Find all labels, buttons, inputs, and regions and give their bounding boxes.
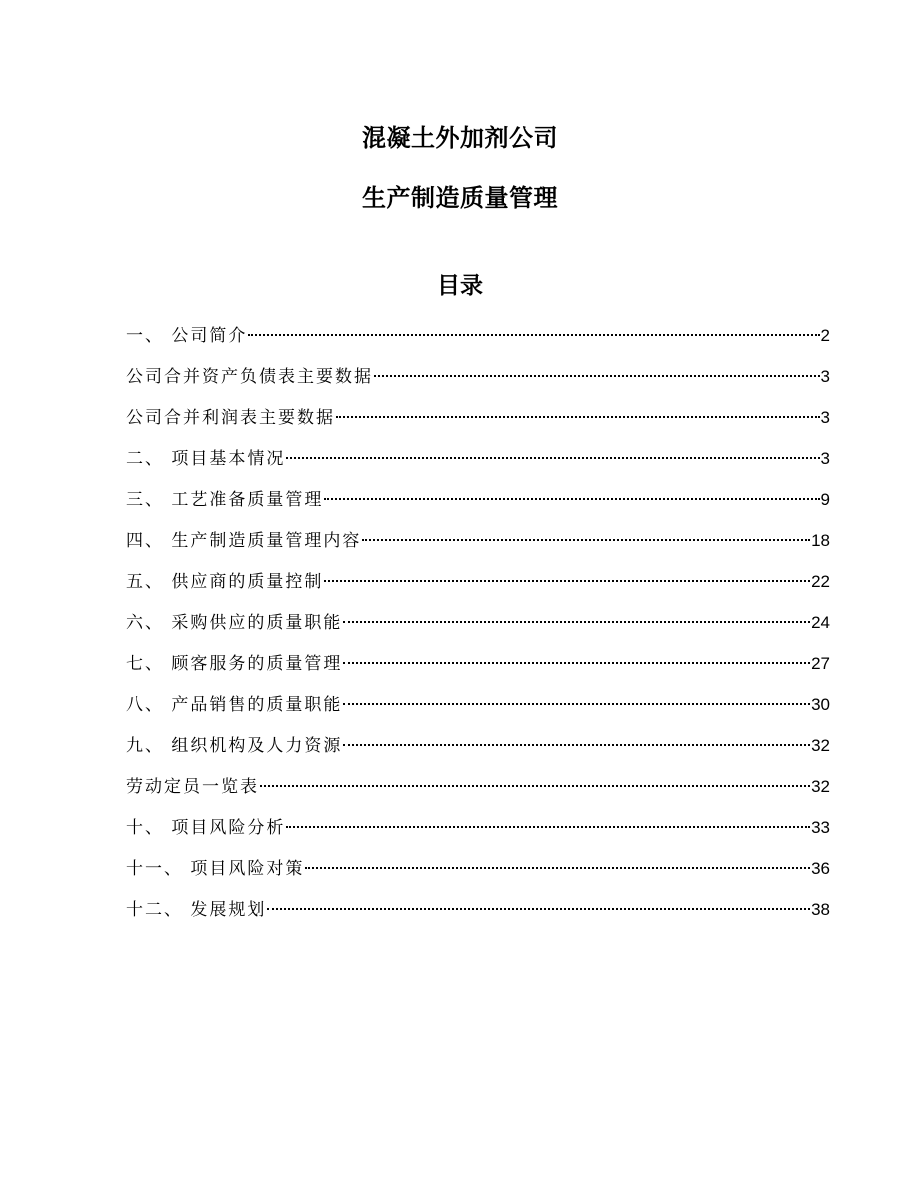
toc-entry-page: 36 xyxy=(811,859,830,878)
toc-entry-page: 38 xyxy=(811,900,830,919)
toc-entry[interactable] xyxy=(126,650,830,691)
toc-entry-label: 公司合并资产负债表主要数据 xyxy=(126,367,373,387)
table-of-contents xyxy=(126,322,830,937)
toc-entry-label: 八、 产品销售的质量职能 xyxy=(126,695,343,715)
toc-entry[interactable] xyxy=(126,445,830,486)
toc-entry-label: 一、 公司简介 xyxy=(126,326,248,346)
toc-entry[interactable] xyxy=(126,773,830,814)
toc-dot-leader xyxy=(343,744,810,746)
toc-entry-label: 十二、 发展规划 xyxy=(126,900,267,920)
toc-entry[interactable] xyxy=(126,363,830,404)
toc-dot-leader xyxy=(374,375,820,377)
toc-dot-leader xyxy=(286,826,810,828)
toc-entry-label: 二、 项目基本情况 xyxy=(126,449,286,469)
toc-entry-label: 七、 顾客服务的质量管理 xyxy=(126,654,343,674)
toc-dot-leader xyxy=(336,416,820,418)
toc-dot-leader xyxy=(324,498,819,500)
toc-entry[interactable] xyxy=(126,691,830,732)
toc-dot-leader xyxy=(343,662,810,664)
toc-dot-leader xyxy=(362,539,810,541)
toc-entry-page: 33 xyxy=(811,818,830,837)
toc-dot-leader xyxy=(286,457,819,459)
toc-heading: 目录 xyxy=(437,273,483,299)
document-title-line-2: 生产制造质量管理 xyxy=(362,184,558,212)
toc-dot-leader xyxy=(343,621,810,623)
toc-entry-page: 24 xyxy=(811,613,830,632)
toc-dot-leader xyxy=(260,785,810,787)
toc-entry-page: 22 xyxy=(811,572,830,591)
toc-entry-page: 3 xyxy=(820,449,830,468)
toc-entry-label: 公司合并利润表主要数据 xyxy=(126,408,335,428)
toc-entry[interactable] xyxy=(126,814,830,855)
toc-entry-label: 十一、 项目风险对策 xyxy=(126,859,305,879)
toc-dot-leader xyxy=(343,703,810,705)
toc-entry-label: 劳动定员一览表 xyxy=(126,777,259,797)
document-title-line-1: 混凝土外加剂公司 xyxy=(362,124,558,152)
toc-entry-label: 十、 项目风险分析 xyxy=(126,818,286,838)
toc-entry[interactable] xyxy=(126,896,830,937)
toc-entry[interactable] xyxy=(126,732,830,773)
toc-entry-page: 3 xyxy=(820,408,830,427)
toc-entry[interactable] xyxy=(126,322,830,363)
toc-entry[interactable] xyxy=(126,568,830,609)
toc-entry-page: 3 xyxy=(820,367,830,386)
toc-entry-page: 18 xyxy=(811,531,830,550)
toc-entry-label: 三、 工艺准备质量管理 xyxy=(126,490,324,510)
toc-entry-label: 六、 采购供应的质量职能 xyxy=(126,613,343,633)
toc-entry-label: 九、 组织机构及人力资源 xyxy=(126,736,343,756)
toc-dot-leader xyxy=(305,867,810,869)
toc-entry-page: 2 xyxy=(820,326,830,345)
toc-entry-label: 四、 生产制造质量管理内容 xyxy=(126,531,362,551)
toc-entry[interactable] xyxy=(126,404,830,445)
toc-entry[interactable] xyxy=(126,486,830,527)
toc-entry-page: 30 xyxy=(811,695,830,714)
toc-dot-leader xyxy=(267,908,810,910)
toc-entry[interactable] xyxy=(126,855,830,896)
toc-entry-page: 9 xyxy=(820,490,830,509)
toc-dot-leader xyxy=(248,334,819,336)
toc-dot-leader xyxy=(324,580,810,582)
toc-entry-page: 32 xyxy=(811,736,830,755)
toc-entry[interactable] xyxy=(126,527,830,568)
toc-entry-page: 32 xyxy=(811,777,830,796)
toc-entry-label: 五、 供应商的质量控制 xyxy=(126,572,324,592)
toc-entry-page: 27 xyxy=(811,654,830,673)
toc-entry[interactable] xyxy=(126,609,830,650)
